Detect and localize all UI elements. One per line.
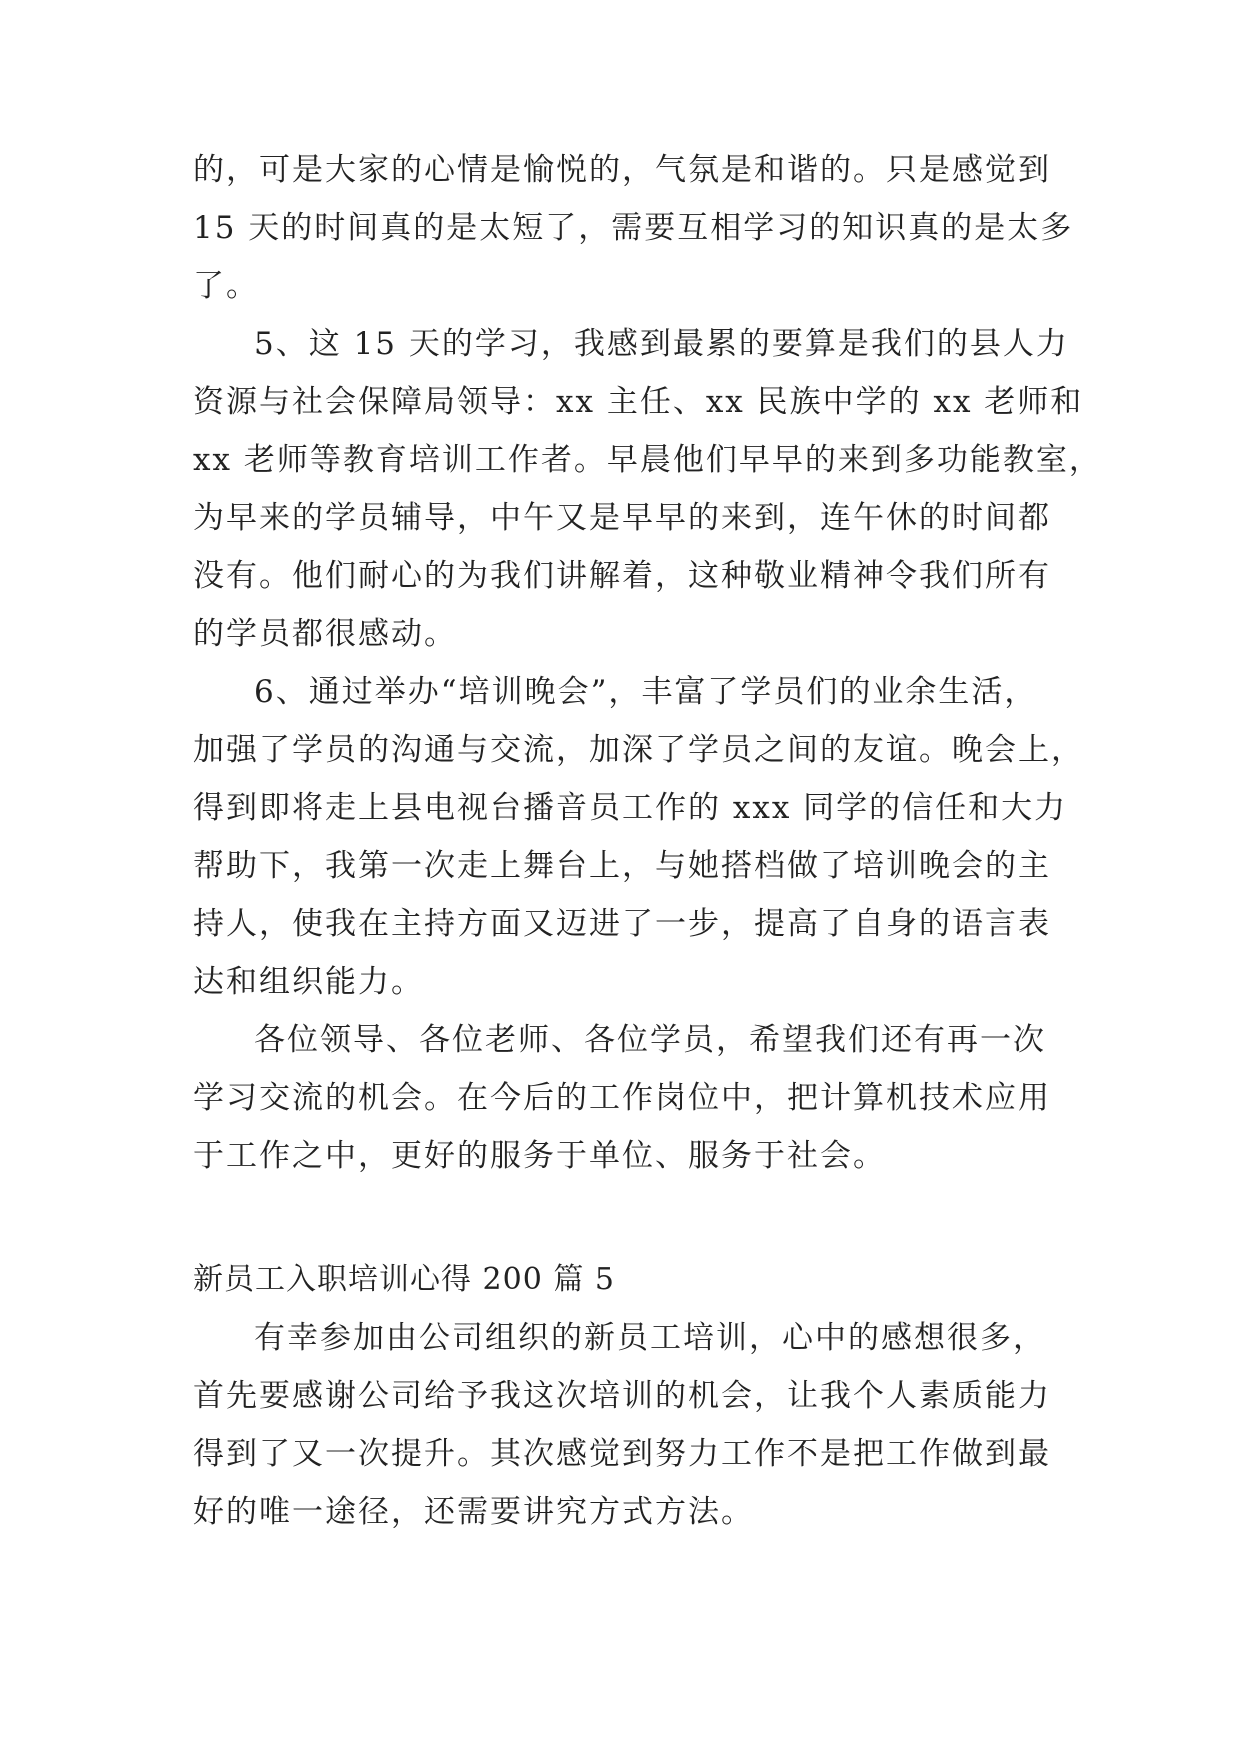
paragraph-line: 加强了学员的沟通与交流，加深了学员之间的友谊。晚会上， [193,732,1084,768]
paragraph-line: 各位领导、各位老师、各位学员，希望我们还有再一次 [254,1022,1046,1058]
paragraph-line: 首先要感谢公司给予我这次培训的机会，让我个人素质能力 [193,1378,1051,1414]
paragraph-line: 有幸参加由公司组织的新员工培训，心中的感想很多， [254,1320,1046,1356]
paragraph-line: 好的唯一途径，还需要讲究方式方法。 [193,1494,754,1530]
paragraph-line: 得到了又一次提升。其次感觉到努力工作不是把工作做到最 [193,1436,1051,1472]
paragraph-line: xx 老师等教育培训工作者。早晨他们早早的来到多功能教室， [193,442,1102,478]
paragraph-line: 达和组织能力。 [193,964,424,1000]
paragraph-line: 为早来的学员辅导，中午又是早早的来到，连午休的时间都 [193,500,1051,536]
paragraph-line: 的学员都很感动。 [193,616,457,652]
paragraph-line: 了。 [193,268,259,304]
paragraph-line: 得到即将走上县电视台播音员工作的 xxx 同学的信任和大力 [193,790,1068,826]
paragraph-line: 15 天的时间真的是太短了，需要互相学习的知识真的是太多 [193,210,1074,246]
paragraph-line: 资源与社会保障局领导：xx 主任、xx 民族中学的 xx 老师和 [193,384,1084,420]
paragraph-line: 帮助下，我第一次走上舞台上，与她搭档做了培训晚会的主 [193,848,1051,884]
paragraph-line: 学习交流的机会。在今后的工作岗位中，把计算机技术应用 [193,1080,1051,1116]
paragraph-line: 持人，使我在主持方面又迈进了一步，提高了自身的语言表 [193,906,1051,942]
paragraph-line: 6、通过举办“培训晚会”，丰富了学员们的业余生活， [254,674,1038,710]
paragraph-line: 的，可是大家的心情是愉悦的，气氛是和谐的。只是感觉到 [193,152,1051,188]
paragraph-line: 没有。他们耐心的为我们讲解着，这种敬业精神令我们所有 [193,558,1051,594]
paragraph-line: 5、这 15 天的学习，我感到最累的要算是我们的县人力 [254,326,1069,362]
section-heading: 新员工入职培训心得 200 篇 5 [193,1262,615,1297]
paragraph-line: 于工作之中，更好的服务于单位、服务于社会。 [193,1138,886,1174]
